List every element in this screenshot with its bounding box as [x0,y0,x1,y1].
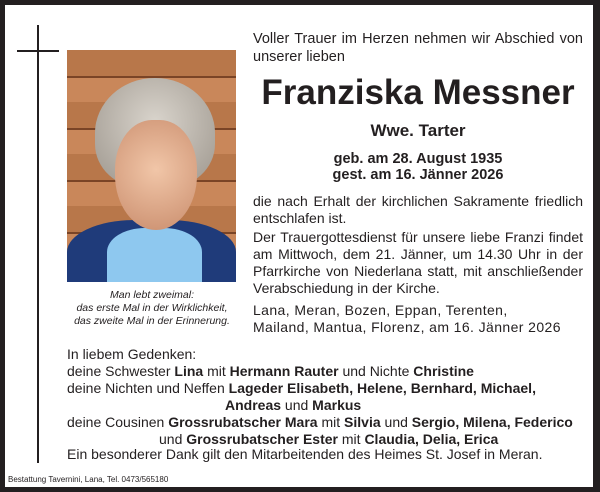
mourner-line: deine Cousinen Grossrubatscher Mara mit Silvia und Sergio, Milena, Federico [67,414,573,430]
life-dates [253,151,583,183]
quote-line: das zweite Mal in der Erinnerung. [74,315,230,327]
cross-icon-bar [17,50,59,52]
memorial-quote [62,289,242,328]
mourner-line: Andreas und Markus [225,397,362,413]
sacrament-text: die nach Erhalt der kirchlichen Sakramente friedlich entschlafen ist. [253,193,583,226]
mourner-line: und Grossrubatscher Ester mit Claudia, Delia, Erica [159,431,499,447]
intro-text: Voller Trauer im Herzen nehmen wir Abschied von unserer lieben [253,31,583,65]
portrait-photo [67,50,236,282]
places-line: Mailand, Mantua, Florenz, am 16. Jänner 2026 [253,319,561,335]
birth-date: geb. am 28. August 1935 [333,151,503,167]
thanks-text: Ein besonderer Dank gilt den Mitarbeitenden des Heimes St. Josef in Meran. [67,446,543,462]
memory-heading: In liebem Gedenken: [67,346,197,362]
deceased-name: Franziska Messner [261,73,575,112]
quote-line: Man lebt zweimal: [109,289,195,301]
funeral-home-footer: Bestattung Tavernini, Lana, Tel. 0473/565180 [8,475,169,484]
death-date: gest. am 16. Jänner 2026 [332,167,504,183]
mourner-line: deine Schwester Lina mit Hermann Rauter und Nichte Christine [67,363,474,379]
service-text: Der Trauergottesdienst für unsere liebe Franzi findet am Mittwoch, dem 21. Jänner, um 14.30 Uhr in der Pfarrkirche von Niederlana statt, mit anschließender Verabschiedung in der Kirche. [253,229,583,296]
cross-icon [37,25,39,463]
mourner-line: deine Nichten und Neffen Lageder Elisabeth, Helene, Bernhard, Michael, [67,380,536,396]
widow-of: Wwe. Tarter [370,121,466,140]
mourners-list [67,346,573,448]
quote-line: das erste Mal in der Wirklichkeit, [76,302,228,314]
places-date [253,302,561,336]
places-line: Lana, Meran, Bozen, Eppan, Terenten, [253,302,508,318]
